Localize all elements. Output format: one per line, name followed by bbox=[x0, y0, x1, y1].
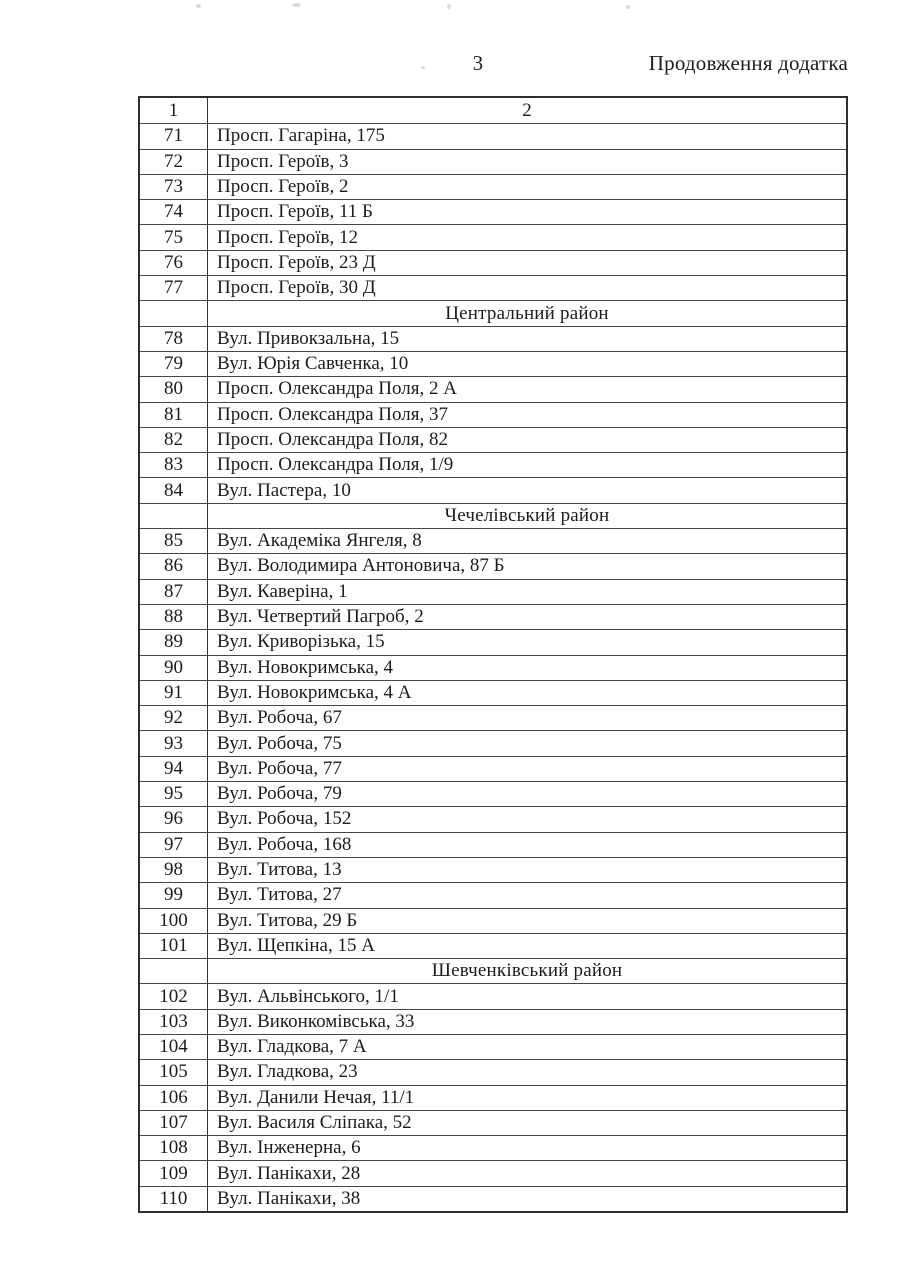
row-number-cell: 102 bbox=[140, 984, 208, 1008]
scan-artifact bbox=[292, 3, 301, 7]
table-row bbox=[140, 832, 846, 857]
address-cell: Вул. Робоча, 67 bbox=[217, 707, 342, 729]
table-row bbox=[140, 250, 846, 275]
address-cell: Вул. Панікахи, 38 bbox=[217, 1187, 361, 1209]
scan-artifact bbox=[421, 66, 425, 69]
column-header-number: 1 bbox=[140, 98, 208, 123]
row-number-cell bbox=[140, 301, 208, 325]
table-row bbox=[140, 351, 846, 376]
row-number-cell: 82 bbox=[140, 428, 208, 452]
row-number-cell: 108 bbox=[140, 1136, 208, 1160]
address-cell: Просп. Героїв, 3 bbox=[217, 150, 349, 172]
address-cell: Просп. Героїв, 2 bbox=[217, 176, 349, 198]
address-cell: Вул. Титова, 29 Б bbox=[217, 909, 358, 931]
row-number-cell: 98 bbox=[140, 858, 208, 882]
table-row bbox=[140, 933, 846, 958]
address-cell: Просп. Героїв, 11 Б bbox=[217, 201, 373, 223]
address-table bbox=[138, 96, 848, 1213]
row-number-cell bbox=[140, 959, 208, 983]
row-number-cell: 94 bbox=[140, 757, 208, 781]
table-row bbox=[140, 1059, 846, 1084]
row-number-cell: 85 bbox=[140, 529, 208, 553]
row-number-cell: 95 bbox=[140, 782, 208, 806]
table-row bbox=[140, 705, 846, 730]
row-number-cell: 106 bbox=[140, 1086, 208, 1110]
row-number-cell: 83 bbox=[140, 453, 208, 477]
address-cell: Вул. Володимира Антоновича, 87 Б bbox=[217, 555, 505, 577]
address-cell: Просп. Олександра Поля, 2 А bbox=[217, 378, 457, 400]
row-number-cell: 71 bbox=[140, 124, 208, 148]
table-row bbox=[140, 1160, 846, 1185]
row-number-cell: 81 bbox=[140, 403, 208, 427]
address-cell: Вул. Данили Нечая, 11/1 bbox=[217, 1086, 415, 1108]
row-number-cell: 100 bbox=[140, 909, 208, 933]
table-row bbox=[140, 376, 846, 401]
table-row bbox=[140, 174, 846, 199]
row-number-cell: 96 bbox=[140, 807, 208, 831]
row-number-cell: 79 bbox=[140, 352, 208, 376]
address-cell: Просп. Героїв, 23 Д bbox=[217, 251, 376, 273]
address-cell: Вул. Привокзальна, 15 bbox=[217, 327, 400, 349]
table-row bbox=[140, 806, 846, 831]
address-cell: Просп. Героїв, 12 bbox=[217, 226, 359, 248]
table-row bbox=[140, 1135, 846, 1160]
address-cell: Просп. Героїв, 30 Д bbox=[217, 277, 376, 299]
table-row bbox=[140, 1034, 846, 1059]
table-row bbox=[140, 149, 846, 174]
address-cell: Вул. Каверіна, 1 bbox=[217, 580, 348, 602]
address-cell: Просп. Гагаріна, 175 bbox=[217, 125, 385, 147]
row-number-cell: 89 bbox=[140, 630, 208, 654]
table-row bbox=[140, 908, 846, 933]
table-row bbox=[140, 199, 846, 224]
row-number-cell: 99 bbox=[140, 883, 208, 907]
table-row bbox=[140, 1110, 846, 1135]
address-cell: Вул. Гладкова, 23 bbox=[217, 1061, 358, 1083]
address-cell: Вул. Робоча, 168 bbox=[217, 833, 352, 855]
table-row bbox=[140, 579, 846, 604]
row-number-cell: 88 bbox=[140, 605, 208, 629]
table-row bbox=[140, 224, 846, 249]
scan-artifact bbox=[447, 4, 451, 9]
address-cell: Просп. Олександра Поля, 37 bbox=[217, 403, 448, 425]
address-cell: Вул. Новокримська, 4 А bbox=[217, 681, 412, 703]
table-row bbox=[140, 402, 846, 427]
table-row bbox=[140, 1085, 846, 1110]
address-cell: Вул. Новокримська, 4 bbox=[217, 656, 394, 678]
address-cell: Вул. Василя Сліпака, 52 bbox=[217, 1112, 412, 1134]
address-cell: Вул. Альвінського, 1/1 bbox=[217, 985, 399, 1007]
row-number-cell: 90 bbox=[140, 656, 208, 680]
table-row bbox=[140, 680, 846, 705]
row-number-cell: 103 bbox=[140, 1010, 208, 1034]
table-header-row bbox=[140, 98, 846, 123]
row-number-cell: 91 bbox=[140, 681, 208, 705]
district-section-row bbox=[140, 503, 846, 528]
table-row bbox=[140, 882, 846, 907]
address-cell: Вул. Гладкова, 7 А bbox=[217, 1036, 367, 1058]
table-row bbox=[140, 326, 846, 351]
table-row bbox=[140, 781, 846, 806]
address-cell: Вул. Титова, 27 bbox=[217, 884, 342, 906]
address-cell: Вул. Панікахи, 28 bbox=[217, 1162, 361, 1184]
column-header-address: 2 bbox=[522, 99, 532, 121]
row-number-cell: 72 bbox=[140, 150, 208, 174]
table-row bbox=[140, 857, 846, 882]
row-number-cell: 74 bbox=[140, 200, 208, 224]
address-cell: Вул. Пастера, 10 bbox=[217, 479, 351, 501]
row-number-cell: 77 bbox=[140, 276, 208, 300]
district-header: Шевченківський район bbox=[431, 960, 623, 982]
row-number-cell: 110 bbox=[140, 1187, 208, 1211]
address-cell: Вул. Академіка Янгеля, 8 bbox=[217, 530, 422, 552]
row-number-cell: 97 bbox=[140, 833, 208, 857]
scan-artifact bbox=[626, 5, 630, 9]
address-cell: Вул. Щепкіна, 15 А bbox=[217, 934, 375, 956]
table-row bbox=[140, 427, 846, 452]
table-row bbox=[140, 477, 846, 502]
row-number-cell: 87 bbox=[140, 580, 208, 604]
district-section-row bbox=[140, 958, 846, 983]
address-cell: Вул. Юрія Савченка, 10 bbox=[217, 353, 409, 375]
table-row bbox=[140, 528, 846, 553]
appendix-continuation-label: Продовження додатка bbox=[648, 51, 848, 75]
address-cell: Вул. Робоча, 152 bbox=[217, 808, 352, 830]
row-number-cell: 92 bbox=[140, 706, 208, 730]
table-row bbox=[140, 275, 846, 300]
district-header: Чечелівський район bbox=[444, 504, 610, 526]
row-number-cell: 93 bbox=[140, 731, 208, 755]
row-number-cell: 76 bbox=[140, 251, 208, 275]
row-number-cell: 104 bbox=[140, 1035, 208, 1059]
table-row bbox=[140, 1186, 846, 1211]
row-number-cell: 84 bbox=[140, 478, 208, 502]
address-cell: Вул. Криворізька, 15 bbox=[217, 631, 385, 653]
table-row bbox=[140, 604, 846, 629]
address-cell: Вул. Четвертий Пагроб, 2 bbox=[217, 606, 424, 628]
row-number-cell: 86 bbox=[140, 554, 208, 578]
table-row bbox=[140, 1009, 846, 1034]
row-number-cell: 73 bbox=[140, 175, 208, 199]
row-number-cell: 105 bbox=[140, 1060, 208, 1084]
address-cell: Вул. Робоча, 79 bbox=[217, 783, 342, 805]
address-cell: Вул. Інженерна, 6 bbox=[217, 1137, 361, 1159]
table-row bbox=[140, 553, 846, 578]
address-cell: Просп. Олександра Поля, 82 bbox=[217, 429, 448, 450]
address-cell: Просп. Олександра Поля, 1/9 bbox=[217, 454, 454, 476]
row-number-cell: 80 bbox=[140, 377, 208, 401]
district-header: Центральний район bbox=[445, 302, 609, 324]
table-row bbox=[140, 452, 846, 477]
row-number-cell bbox=[140, 504, 208, 528]
row-number-cell: 109 bbox=[140, 1161, 208, 1185]
table-row bbox=[140, 655, 846, 680]
row-number-cell: 78 bbox=[140, 327, 208, 351]
page-number: 3 bbox=[472, 51, 484, 75]
address-cell: Вул. Титова, 13 bbox=[217, 859, 342, 881]
table-row bbox=[140, 756, 846, 781]
table-row bbox=[140, 629, 846, 654]
scan-artifact bbox=[196, 4, 201, 8]
address-cell: Вул. Робоча, 77 bbox=[217, 757, 342, 779]
table-row bbox=[140, 730, 846, 755]
address-cell: Вул. Робоча, 75 bbox=[217, 732, 342, 754]
table-row bbox=[140, 123, 846, 148]
row-number-cell: 75 bbox=[140, 225, 208, 249]
table-row bbox=[140, 983, 846, 1008]
row-number-cell: 107 bbox=[140, 1111, 208, 1135]
address-cell: Вул. Виконкомівська, 33 bbox=[217, 1010, 415, 1032]
row-number-cell: 101 bbox=[140, 934, 208, 958]
district-section-row bbox=[140, 300, 846, 325]
